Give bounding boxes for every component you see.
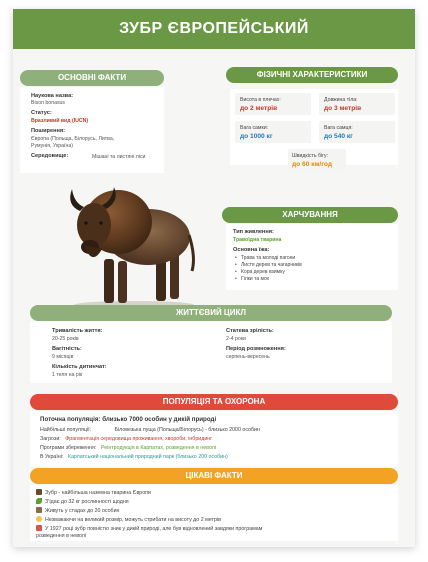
list-item: • Трава та молоді пагони <box>235 255 302 262</box>
largest-population-row <box>40 427 260 433</box>
food-list <box>235 255 302 283</box>
bison-icon <box>36 489 42 495</box>
bison-illustration <box>56 167 206 312</box>
length-box <box>319 93 395 115</box>
physical-card <box>230 89 398 168</box>
lifespan-label: Тривалість життя: <box>52 328 103 334</box>
current-population: Поточна популяція: близько 7000 особин у дикій природі <box>40 416 217 423</box>
calendar-icon <box>36 525 42 531</box>
programs-label: Програми збереження: <box>40 445 97 451</box>
length-label: Довжина тіла: <box>324 97 358 103</box>
range-value: Європа (Польща, Білорусь, Литва, Румунія, Україна) <box>31 136 115 149</box>
habitat-value: Мішані та листяні ліси <box>92 154 146 160</box>
threats-value: Фрагментація середовища проживання, хвороби, інбридинг <box>65 436 213 442</box>
page-title: ЗУБР ЄВРОПЕЙСЬКИЙ <box>13 9 415 49</box>
status-label: Статус: <box>31 110 52 116</box>
diet-type-label: Тип живлення: <box>233 229 274 235</box>
habitat-label: Середовище: <box>31 153 69 159</box>
maturity-value: 2-4 роки <box>226 336 246 342</box>
food-heading: ХАРЧУВАННЯ <box>222 207 398 223</box>
height-box <box>235 93 311 115</box>
fact-item: Зубр - найбільша наземна тварина Європи <box>36 489 151 496</box>
fact-item: У 1927 році зубр повністю зник у дикій природі, але був відновлений завдяки програмам розведення в неволі <box>36 526 263 539</box>
main-food-label: Основна їжа: <box>233 247 270 253</box>
speed-value: до 60 км/год <box>292 161 333 168</box>
ukraine-row <box>40 454 228 460</box>
programs-value: Реінтродукція в Карпатах, розведення в неволі <box>100 445 216 451</box>
food-card <box>226 224 398 290</box>
speed-box <box>288 149 346 171</box>
maturity-label: Статева зрілість: <box>226 328 274 334</box>
herd-icon <box>36 507 42 513</box>
male-weight-value: до 540 кг <box>324 133 353 140</box>
height-label: Висота в плечах: <box>240 97 281 103</box>
programs-row <box>40 445 216 451</box>
largest-population-label: Найбільші популяції: <box>40 427 92 433</box>
list-item: • Листя дерев та чагарників <box>235 262 302 269</box>
status-value: Вразливий вид (IUCN) <box>31 118 89 124</box>
length-value: до 3 метрів <box>324 105 362 112</box>
population-card <box>30 411 398 467</box>
threats-label: Загрози: <box>40 436 61 442</box>
scientific-name-label: Наукова назва: <box>31 93 74 99</box>
male-weight-box <box>319 121 395 143</box>
diet-type-value: Травоїдна тварина <box>233 237 282 243</box>
male-weight-label: Вага самця: <box>324 125 353 131</box>
ukraine-label: В Україні: <box>40 454 64 460</box>
breeding-label: Період розмноження: <box>226 346 286 352</box>
threats-row <box>40 436 212 442</box>
lifespan-value: 20-25 років <box>52 336 79 342</box>
pregnancy-label: Вагітність: <box>52 346 82 352</box>
life-cycle-card <box>30 321 392 383</box>
breeding-value: серпень-вересень <box>226 354 270 360</box>
basic-facts-heading: ОСНОВНІ ФАКТИ <box>20 70 164 86</box>
pregnancy-value: 9 місяців <box>52 354 74 360</box>
physical-heading: ФІЗИЧНІ ХАРАКТЕРИСТИКИ <box>226 67 398 83</box>
facts-card <box>30 485 398 541</box>
speed-label: Швидкість бігу: <box>292 153 329 159</box>
range-label: Поширення: <box>31 128 65 134</box>
list-item: • Гілки та мох <box>235 276 302 283</box>
largest-population-value: Біловезька пуща (Польща/Білорусь) - близько 2000 особин <box>114 427 260 433</box>
jump-icon <box>36 516 42 522</box>
scientific-name-value: Bison bonasus <box>31 100 66 106</box>
calves-value: 1 теля на рік <box>52 372 83 378</box>
life-cycle-heading: ЖИТТЄВИЙ ЦИКЛ <box>30 305 392 321</box>
population-heading: ПОПУЛЯЦІЯ ТА ОХОРОНА <box>30 394 398 410</box>
female-weight-box <box>235 121 311 143</box>
list-item: • Кора дерев взимку <box>235 269 302 276</box>
female-weight-label: Вага самки: <box>240 125 269 131</box>
female-weight-value: до 1000 кг <box>240 133 273 140</box>
fact-item: Живуть у стадах до 20 особин <box>36 507 119 514</box>
ukraine-value: Карпатський національний природний парк (близько 200 особин) <box>67 454 228 460</box>
fact-item: Незважаючи на великий розмір, можуть стрибати на висоту до 2 метрів <box>36 516 221 523</box>
basic-facts-card <box>20 87 164 173</box>
height-value: до 2 метрів <box>240 105 278 112</box>
leaf-icon <box>36 498 42 504</box>
calves-label: Кількість дитинчат: <box>52 364 107 370</box>
fact-item: З'їдає до 32 кг рослинності щодня <box>36 498 129 505</box>
infographic-page <box>13 9 415 547</box>
facts-heading: ЦІКАВІ ФАКТИ <box>30 468 398 484</box>
